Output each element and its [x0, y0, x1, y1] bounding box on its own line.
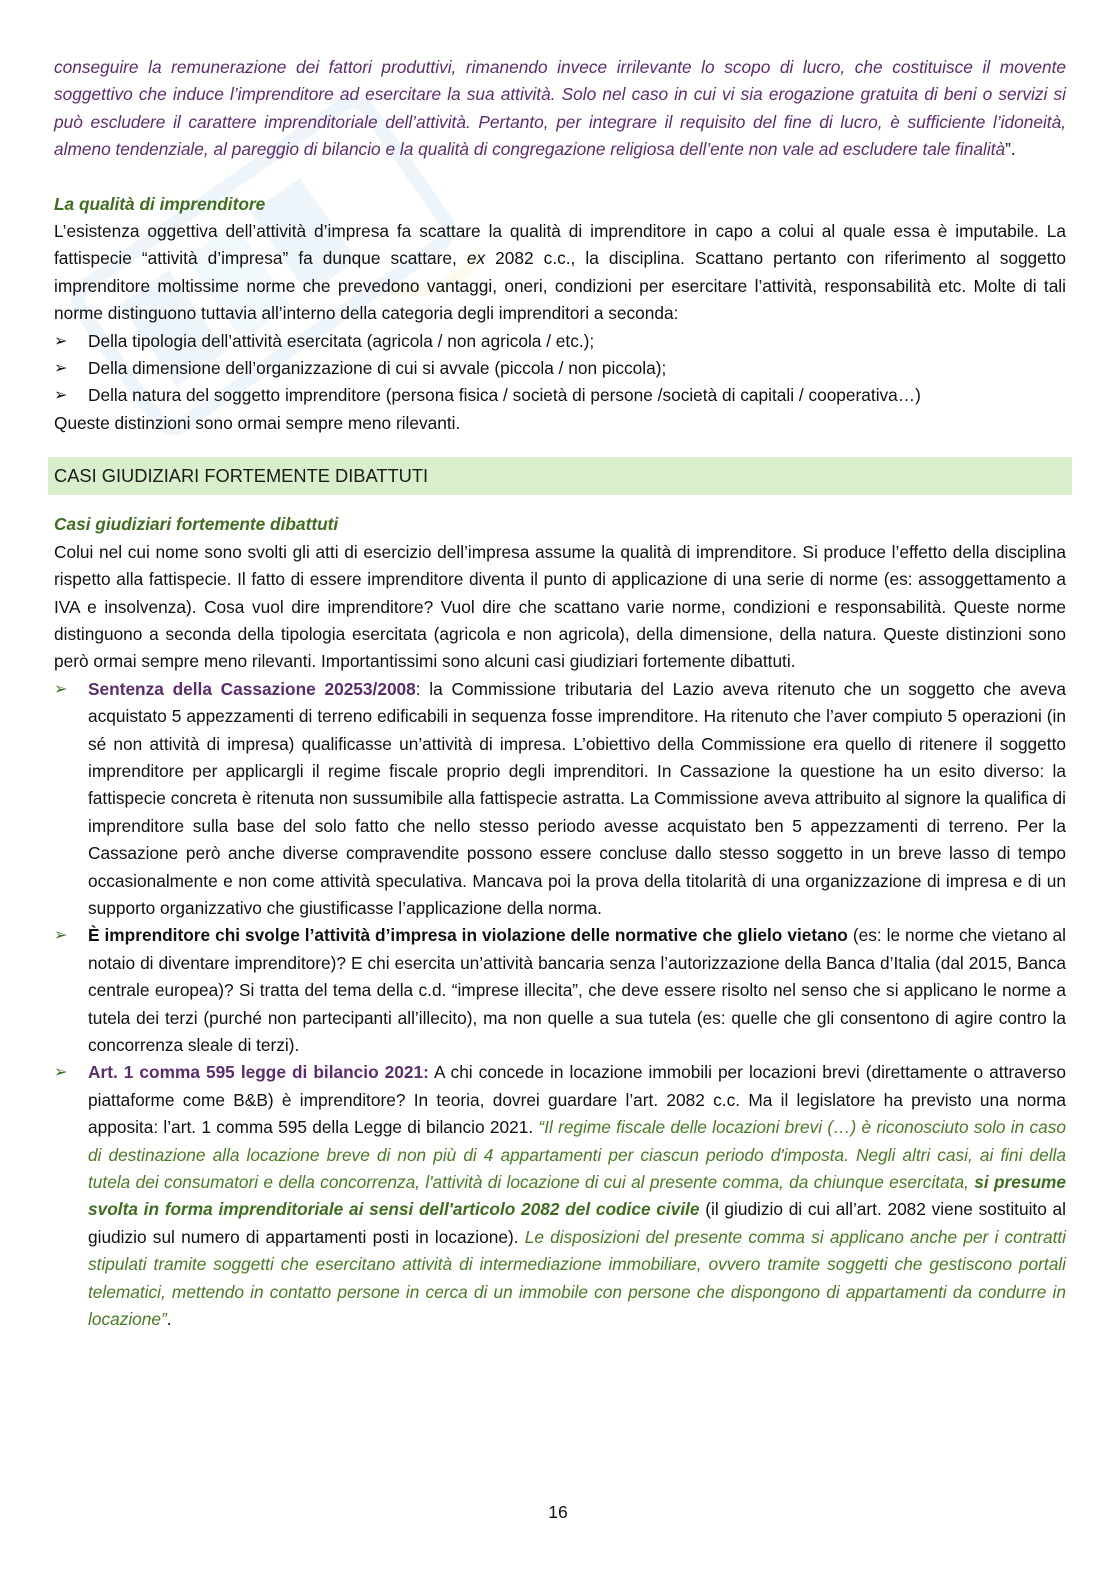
qualita-text-b: 2082 c.c., la disciplina. Scattano pertanto con riferimento al soggetto imprenditore moltissime norme che prevedono vantaggi, oneri, condizioni per esercitare l’attività, responsabilità etc. Molte di tali norme distinguono tuttavia all’interno della categoria degli imprenditori a seconda:	[54, 248, 1066, 324]
arrowhead-bullet-icon: ➢	[54, 387, 68, 405]
list-item-text: Della dimensione dell’organizzazione di cui si avvale (piccola / non piccola);	[88, 358, 667, 379]
qualita-ex: ex	[466, 248, 486, 269]
list-item	[54, 328, 1066, 355]
qualita-paragraph	[54, 218, 1066, 328]
arrowhead-bullet-icon: ➢	[54, 360, 68, 378]
imprese-illecite-label: È imprenditore chi svolge l’attività d’impresa in violazione delle normative che glielo vietano	[88, 925, 848, 946]
legge-bilancio-text: A chi concede in locazione immobili per locazioni brevi (direttamente o attraverso piattaforme come B&B) è imprenditore? In teoria, dovrei guardare l’art. 2082 c.c. Ma il legislatore ha previsto una norma apposita: l’art. 1 comma 595 della Legge di bilancio 2021.	[88, 1062, 1067, 1138]
intro-paragraph	[54, 54, 1066, 164]
list-item-text: Della natura del soggetto imprenditore (persona fisica / società di persone /società di capitali / cooperativa…)	[88, 385, 921, 406]
legge-bilancio-text-2: (il giudizio di cui all’art. 2082 viene sostituito al giudizio sul numero di appartamenti posti in locazione).	[88, 1199, 1066, 1247]
list-item	[54, 382, 1066, 409]
section-title-bar	[48, 457, 1072, 495]
legge-bilancio-label: Art. 1 comma 595 legge di bilancio 2021:	[88, 1062, 429, 1083]
heading-casi: Casi giudiziari fortemente dibattuti	[54, 514, 339, 535]
section-title: CASI GIUDIZIARI FORTEMENTE DIBATTUTI	[54, 465, 429, 487]
list-item	[54, 355, 1066, 382]
spacer	[54, 164, 1066, 191]
list-item-text: Della tipologia dell’attività esercitata (agricola / non agricola / etc.);	[88, 330, 595, 351]
casi-bullet-list	[54, 676, 1066, 1334]
arrowhead-bullet-icon: ➢	[54, 1064, 68, 1082]
document-page	[54, 54, 1066, 1333]
spacer	[54, 437, 1066, 451]
cassazione-label: Sentenza della Cassazione 20253/2008	[88, 678, 416, 699]
legge-bilancio-end: .	[166, 1309, 172, 1330]
intro-quote-text: conseguire la remunerazione dei fattori produttivi, rimanendo invece irrilevante lo scopo di lucro, che costituisce il movente soggettivo che induce l’imprenditore ad esercitare la sua attività. Solo nel caso in cui vi sia erogazione gratuita di beni o servizi si può escludere il carattere imprenditoriale dell’attività. Pertanto, per integrare il requisito del fine di lucro, è sufficiente l’idoneità, almeno tendenziale, al pareggio di bilancio e la qualità di congregazione religiosa dell’ente non vale ad escludere tale finalità	[54, 57, 1066, 160]
qualita-closing: Queste distinzioni sono ormai sempre meno rilevanti.	[54, 412, 461, 433]
casi-paragraph: Colui nel cui nome sono svolti gli atti di esercizio dell’impresa assume la qualità di imprenditore. Si produce l’effetto della disciplina rispetto alla fattispecie. Il fatto di essere imprenditore diventa il punto di applicazione di una serie di norme (es: assoggettamento a IVA e insolvenza). Cosa vuol dire imprenditore? Vuol dire che scattano varie norme, condizioni e responsabilità. Queste norme distinguono a seconda della tipologia esercitata (agricola e non agricola), della dimensione, della natura. Queste distinzioni sono però ormai sempre meno rilevanti. Importantissimi sono alcuni casi giudiziari fortemente dibattuti.	[54, 541, 1066, 672]
spacer	[54, 495, 1066, 511]
list-item	[54, 1059, 1066, 1333]
legge-bilancio-quote: “Il regime fiscale delle locazioni brevi (…) è riconosciuto solo in caso di destinazione alla locazione breve di non più di 4 appartamenti per ciascun periodo d'imposta. Negli altri casi, ai fini della tutela dei consumatori e della concorrenza, l'attività di locazione di cui al presente comma, da chiunque esercitata,	[88, 1117, 1067, 1193]
list-item	[54, 922, 1066, 1059]
imprese-illecite-text: (es: le norme che vietano al notaio di diventare imprenditore)? E chi esercita un’attività bancaria senza l’autorizzazione della Banca d’Italia (dal 2015, Banca centrale europea)? Si tratta del tema della c.d. “imprese illecita”, che deve essere risolto nel senso che si applicano le norme a tutela dei terzi (purché non partecipanti all’illecito), ma non quelle a sua tutela (es: quelle che gli consentono di agire contro la concorrenza sleale di terzi).	[88, 925, 1066, 1055]
intro-quote-close: ”.	[1005, 139, 1016, 160]
qualita-bullet-list	[54, 328, 1066, 410]
arrowhead-bullet-icon: ➢	[54, 927, 68, 945]
heading-qualita: La qualità di imprenditore	[54, 193, 266, 214]
cassazione-text: : la Commissione tributaria del Lazio aveva ritenuto che un soggetto che aveva acquistato 5 appezzamenti di terreno edificabili in sequenza fosse imprenditore. Ha ritenuto che l’aver compiuto 5 operazioni (in sé non attività di impresa) qualificasse un’attività di impresa. L’obiettivo della Commissione era quello di ritenere il soggetto imprenditore per applicargli il regime fiscale proprio degli imprenditori. In Cassazione la questione ha un esito diverso: la fattispecie concreta è ritenuta non sussumibile alla fattispecie astratta. La Commissione aveva attribuito al signore la qualifica di imprenditore sulla base del solo fatto che nello stesso periodo avesse acquistato ben 5 appezzamenti di terreno. Per la Cassazione però anche diverse compravendite possono essere concluse dallo stesso soggetto in un breve lasso di tempo occasionalmente e non come attività speculativa. Mancava poi la prova della titolarità di una organizzazione di impresa e di un supporto organizzativo che giustificasse l’applicazione della norma.	[88, 678, 1066, 918]
legge-bilancio-quote-bold: si presume svolta in forma imprenditoriale ai sensi dell'articolo 2082 del codice civile	[88, 1172, 1067, 1220]
list-item	[54, 676, 1066, 923]
arrowhead-bullet-icon: ➢	[54, 332, 68, 350]
qualita-text-a: L’esistenza oggettiva dell’attività d’impresa fa scattare la qualità di imprenditore in capo a colui al quale essa è imputabile. La fattispecie “attività d’impresa” fa dunque scattare,	[54, 221, 1066, 269]
arrowhead-bullet-icon: ➢	[54, 680, 68, 698]
legge-bilancio-quote-2: Le disposizioni del presente comma si applicano anche per i contratti stipulati tramite soggetti che esercitano attività di intermediazione immobiliare, ovvero tramite soggetti che gestiscono portali telematici, mettendo in contatto persone in cerca di un immobile con persone che dispongono di appartamenti da condurre in locazione”	[88, 1226, 1067, 1330]
page-number: 16	[548, 1502, 568, 1522]
